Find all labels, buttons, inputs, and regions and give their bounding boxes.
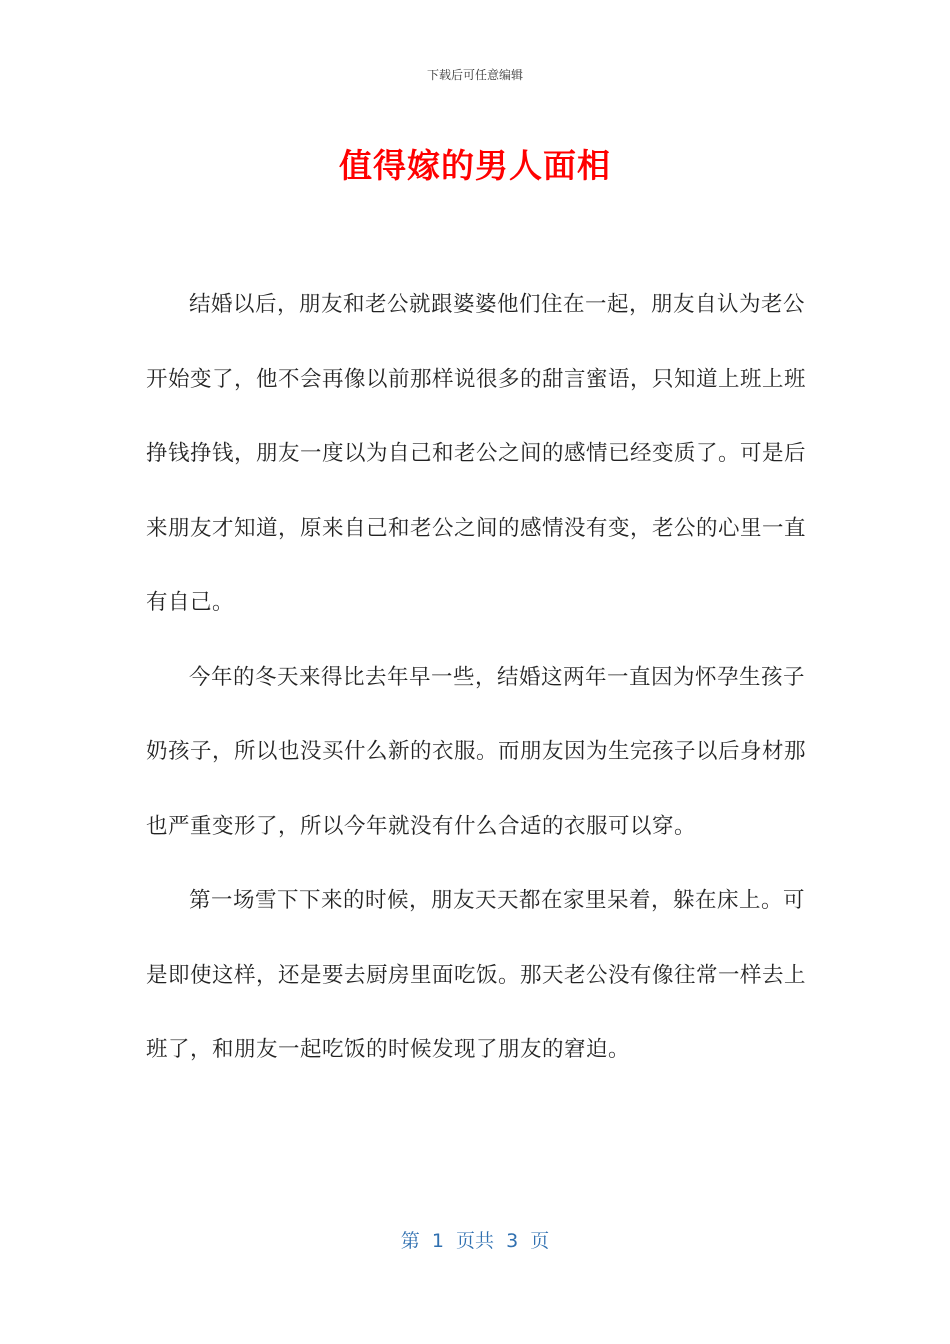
paragraph-2: 今年的冬天来得比去年早一些，结婚这两年一直因为怀孕生孩子奶孩子，所以也没买什么新的衣服。而朋友因为生完孩子以后身材那也严重变形了，所以今年就没有什么合适的衣服可以穿。 [146, 664, 807, 839]
document-title: 值得嫁的男人面相 [339, 146, 611, 185]
header-note: 下载后可任意编辑 [426, 68, 523, 82]
page-number-footer: 第 1 页共 3 页 [400, 1230, 550, 1252]
document-body [146, 268, 806, 1088]
paragraph-3: 第一场雪下下来的时候，朋友天天都在家里呆着，躲在床上。可是即使这样，还是要去厨房里面吃饭。那天老公没有像往常一样去上班了，和朋友一起吃饭的时候发现了朋友的窘迫。 [146, 888, 807, 1062]
paragraph-1: 结婚以后，朋友和老公就跟婆婆他们住在一起，朋友自认为老公开始变了，他不会再像以前那样说很多的甜言蜜语，只知道上班上班挣钱挣钱，朋友一度以为自己和老公之间的感情已经变质了。可是后来朋友才知道，原来自己和老公之间的感情没有变，老公的心里一直有自己。 [146, 292, 807, 615]
